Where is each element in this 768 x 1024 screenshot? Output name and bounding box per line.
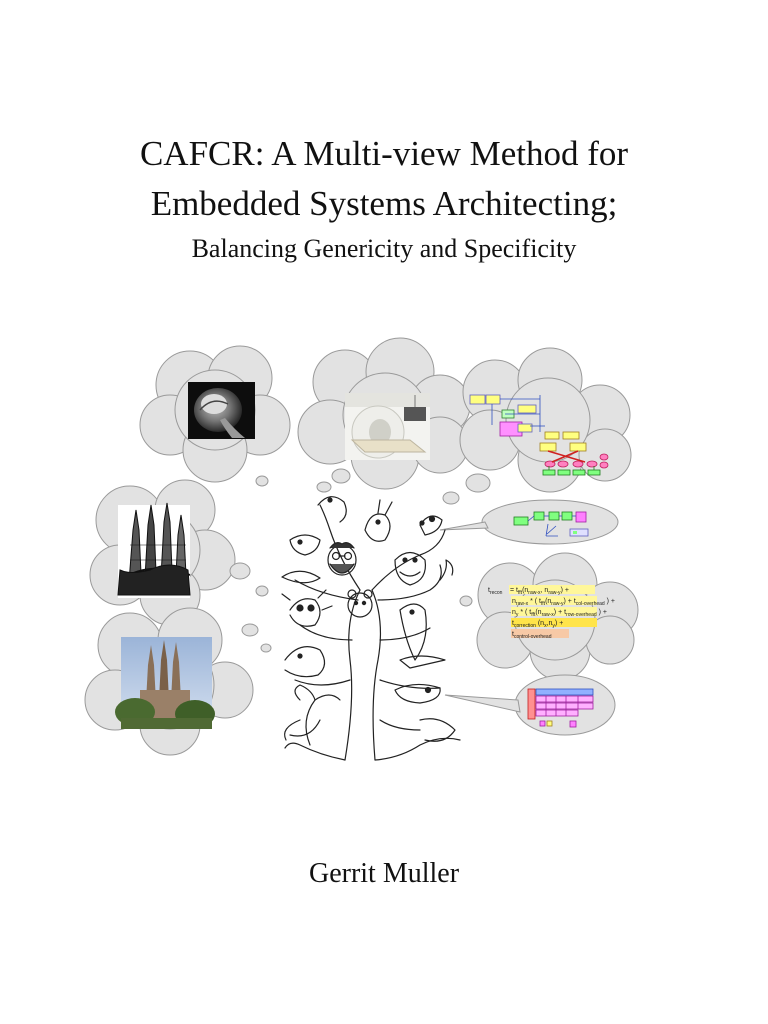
thought-bubbles [230, 469, 490, 652]
formula-line: $t_{control-overhead}$ [512, 631, 552, 640]
formula-line: $n_y$ * ( $t_{fft}(n_{raw-x}) + t_{row-overhead}$ ) + [512, 609, 607, 618]
author-name: Gerrit Muller [308, 858, 460, 889]
church-sketch-image [118, 503, 190, 598]
formula-line: = $t_{fft}(n_{raw-x}$, $n_{raw-y}$) + [510, 587, 569, 596]
mri-scan-image [188, 382, 255, 439]
mri-scanner-image [345, 393, 430, 460]
title-line-2: Embedded Systems Architecting; [150, 184, 618, 223]
church-photo-image [115, 637, 215, 729]
formula-lhs: $t_{recon}$ [488, 587, 503, 596]
title-line-1: CAFCR: A Multi-view Method for [139, 134, 629, 173]
tree-of-characters-sketch [282, 497, 460, 760]
formula-line: $n_{raw-x}$ * ( $t_{fft}(n_{raw-y}) + t_{col-overhead}$ ) + [512, 598, 616, 607]
cloud-flow-diagram [440, 500, 618, 544]
subtitle: Balancing Genericity and Specificity [191, 234, 577, 263]
cloud-formula [477, 553, 638, 680]
formula-line: $t_{correction}$ $(n_x,n_y)$ + [512, 620, 564, 629]
